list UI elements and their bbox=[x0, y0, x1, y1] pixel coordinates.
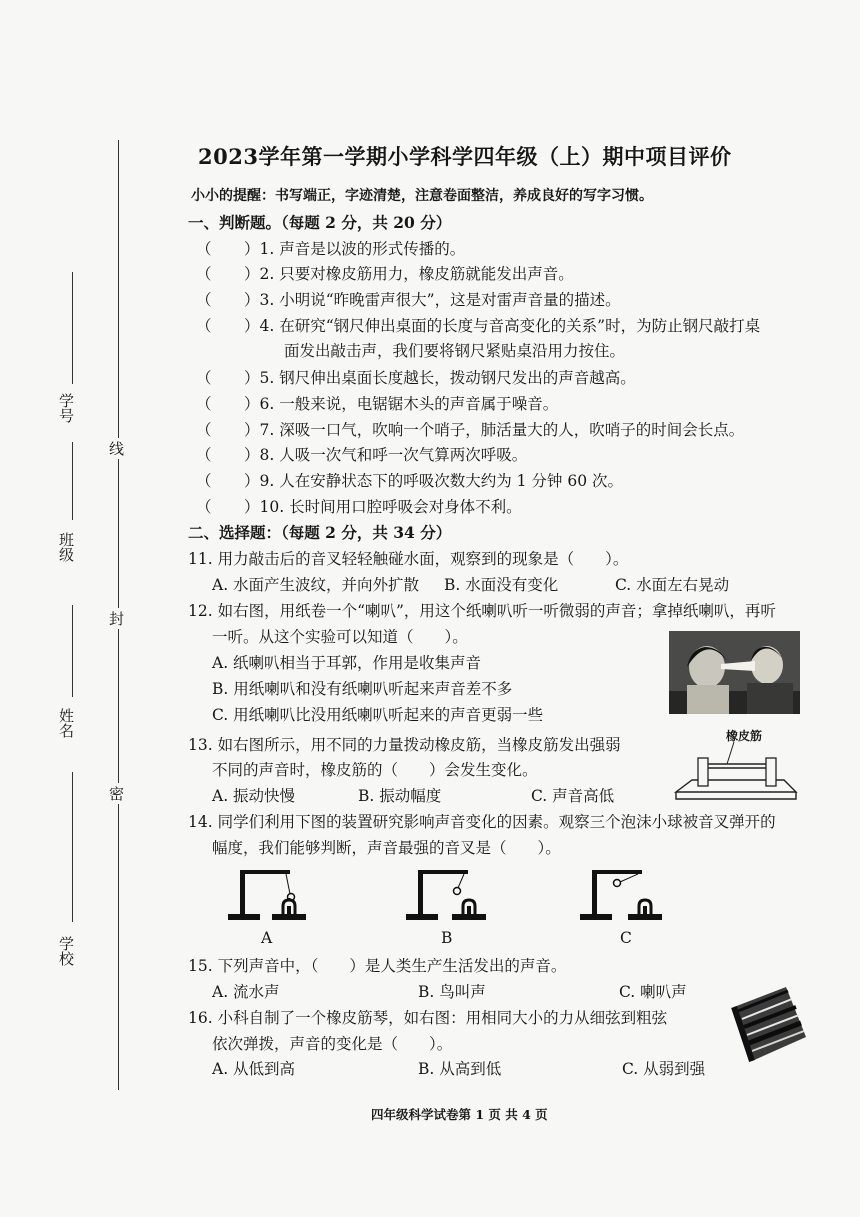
tf-open-paren: （ bbox=[196, 291, 212, 309]
name-blank[interactable] bbox=[72, 605, 73, 697]
q15-option-a: A. 流水声 bbox=[212, 983, 280, 1001]
tf-open-paren: （ bbox=[196, 472, 212, 490]
binding-mark-line: 线 bbox=[106, 438, 127, 459]
q15-option-c: C. 喇叭声 bbox=[619, 983, 687, 1001]
q11-option-c: C. 水面左右晃动 bbox=[615, 576, 730, 594]
q13-stem-line2: 不同的声音时，橡皮筋的（ ）会发生变化。 bbox=[212, 761, 538, 779]
q16-option-a: A. 从低到高 bbox=[212, 1060, 296, 1078]
page-footer: 四年级科学试卷第 1 页 共 4 页 bbox=[371, 1107, 548, 1122]
q16-option-c: C. 从弱到强 bbox=[622, 1060, 706, 1078]
q11-option-b: B. 水面没有变化 bbox=[444, 576, 559, 594]
rubber-band-figure bbox=[672, 742, 804, 804]
q15-stem: 15. 下列声音中，（ ）是人类生产生活发出的声音。 bbox=[188, 957, 567, 975]
q13-stem-line1: 13. 如右图所示，用不同的力量拨动橡皮筋，当橡皮筋发出强弱 bbox=[188, 736, 621, 754]
tip-text: 小小的提醒：书写端正，字迹清楚，注意卷面整洁，养成良好的写字习惯。 bbox=[191, 188, 653, 204]
q12-option-a: A. 纸喇叭相当于耳郭，作用是收集声音 bbox=[212, 654, 482, 672]
q15-option-b: B. 鸟叫声 bbox=[418, 983, 486, 1001]
setup-label-a: A bbox=[261, 929, 273, 947]
tf-item-4-cont: 面发出敲击声，我们要将钢尺紧贴桌沿用力按住。 bbox=[284, 342, 626, 360]
tf-open-paren: （ bbox=[196, 395, 212, 413]
q13-option-a: A. 振动快慢 bbox=[212, 787, 296, 805]
tf-open-paren: （ bbox=[196, 369, 212, 387]
q16-option-b: B. 从高到低 bbox=[418, 1060, 502, 1078]
tf-item-8: ）8. 人吸一次气和呼一次气算两次呼吸。 bbox=[244, 446, 528, 464]
tf-item-2: ）2. 只要对橡皮筋用力，橡皮筋就能发出声音。 bbox=[244, 265, 574, 283]
class-label: 班级 bbox=[57, 532, 75, 562]
rubber-band-label: 橡皮筋 bbox=[726, 729, 763, 743]
name-label: 姓名 bbox=[57, 708, 75, 738]
q12-option-c: C. 用纸喇叭比没用纸喇叭听起来的声音更弱一些 bbox=[212, 706, 544, 724]
q12-stem-line2: 一听。从这个实验可以知道（ ）。 bbox=[212, 628, 468, 646]
setup-label-b: B bbox=[441, 929, 453, 947]
q11-stem: 11. 用力敲击后的音叉轻轻触碰水面，观察到的现象是（ ）。 bbox=[188, 550, 629, 568]
setup-label-c: C bbox=[620, 929, 632, 947]
tf-item-3: ）3. 小明说“昨晚雷声很大”，这是对雷声音量的描述。 bbox=[244, 291, 621, 309]
page-title: 2023学年第一学期小学科学四年级（上）期中项目评价 bbox=[198, 144, 732, 169]
section1-heading: 一、判断题。（每题 2 分，共 20 分） bbox=[188, 213, 452, 232]
q12-stem-line1: 12. 如右图，用纸卷一个“喇叭”，用这个纸喇叭听一听微弱的声音；拿掉纸喇叭，再听 bbox=[188, 602, 776, 620]
paper-horn-photo bbox=[669, 631, 800, 714]
tf-item-5: ）5. 钢尺伸出桌面长度越长，拨动钢尺发出的声音越高。 bbox=[244, 369, 636, 387]
tf-item-10: ）10. 长时间用口腔呼吸会对身体不利。 bbox=[244, 498, 522, 516]
q12-option-b: B. 用纸喇叭和没有纸喇叭听起来声音差不多 bbox=[212, 680, 513, 698]
tf-open-paren: （ bbox=[196, 240, 212, 258]
binding-mark-secret: 密 bbox=[106, 783, 127, 804]
q13-option-c: C. 声音高低 bbox=[531, 787, 615, 805]
q14-stem-line2: 幅度，我们能够判断，声音最强的音叉是（ ）。 bbox=[212, 839, 561, 857]
tuning-fork-setup-b bbox=[406, 868, 492, 922]
tuning-fork-setup-a bbox=[228, 868, 308, 922]
tf-open-paren: （ bbox=[196, 446, 212, 464]
tuning-fork-setup-c bbox=[580, 868, 670, 922]
class-blank[interactable] bbox=[72, 442, 73, 520]
school-blank[interactable] bbox=[72, 772, 73, 922]
q16-stem-line2: 依次弹拨，声音的变化是（ ）。 bbox=[212, 1035, 453, 1053]
school-label: 学校 bbox=[57, 936, 75, 966]
tf-open-paren: （ bbox=[196, 265, 212, 283]
q11-option-a: A. 水面产生波纹，并向外扩散 bbox=[212, 576, 420, 594]
section2-heading: 二、选择题：（每题 2 分，共 34 分） bbox=[188, 523, 452, 542]
q16-stem-line1: 16. 小科自制了一个橡皮筋琴，如右图：用相同大小的力从细弦到粗弦 bbox=[188, 1009, 668, 1027]
q14-stem-line1: 14. 同学们利用下图的装置研究影响声音变化的因素。观察三个泡沫小球被音叉弹开的 bbox=[188, 813, 776, 831]
q13-option-b: B. 振动幅度 bbox=[358, 787, 442, 805]
student-id-blank[interactable] bbox=[72, 272, 73, 384]
tf-item-4: ）4. 在研究“钢尺伸出桌面的长度与音高变化的关系”时，为防止钢尺敲打桌 bbox=[244, 317, 761, 335]
tf-item-6: ）6. 一般来说，电锯锯木头的声音属于噪音。 bbox=[244, 395, 559, 413]
tf-item-9: ）9. 人在安静状态下的呼吸次数大约为 1 分钟 60 次。 bbox=[244, 472, 624, 490]
tf-item-7: ）7. 深吸一口气，吹响一个哨子，肺活量大的人，吹哨子的时间会长点。 bbox=[244, 421, 745, 439]
tf-open-paren: （ bbox=[196, 498, 212, 516]
tf-item-1: ）1. 声音是以波的形式传播的。 bbox=[244, 240, 466, 258]
rubber-band-zither-photo bbox=[728, 985, 808, 1065]
tf-open-paren: （ bbox=[196, 317, 212, 335]
tf-open-paren: （ bbox=[196, 421, 212, 439]
student-id-label: 学号 bbox=[57, 393, 75, 423]
binding-mark-seal: 封 bbox=[106, 608, 127, 629]
